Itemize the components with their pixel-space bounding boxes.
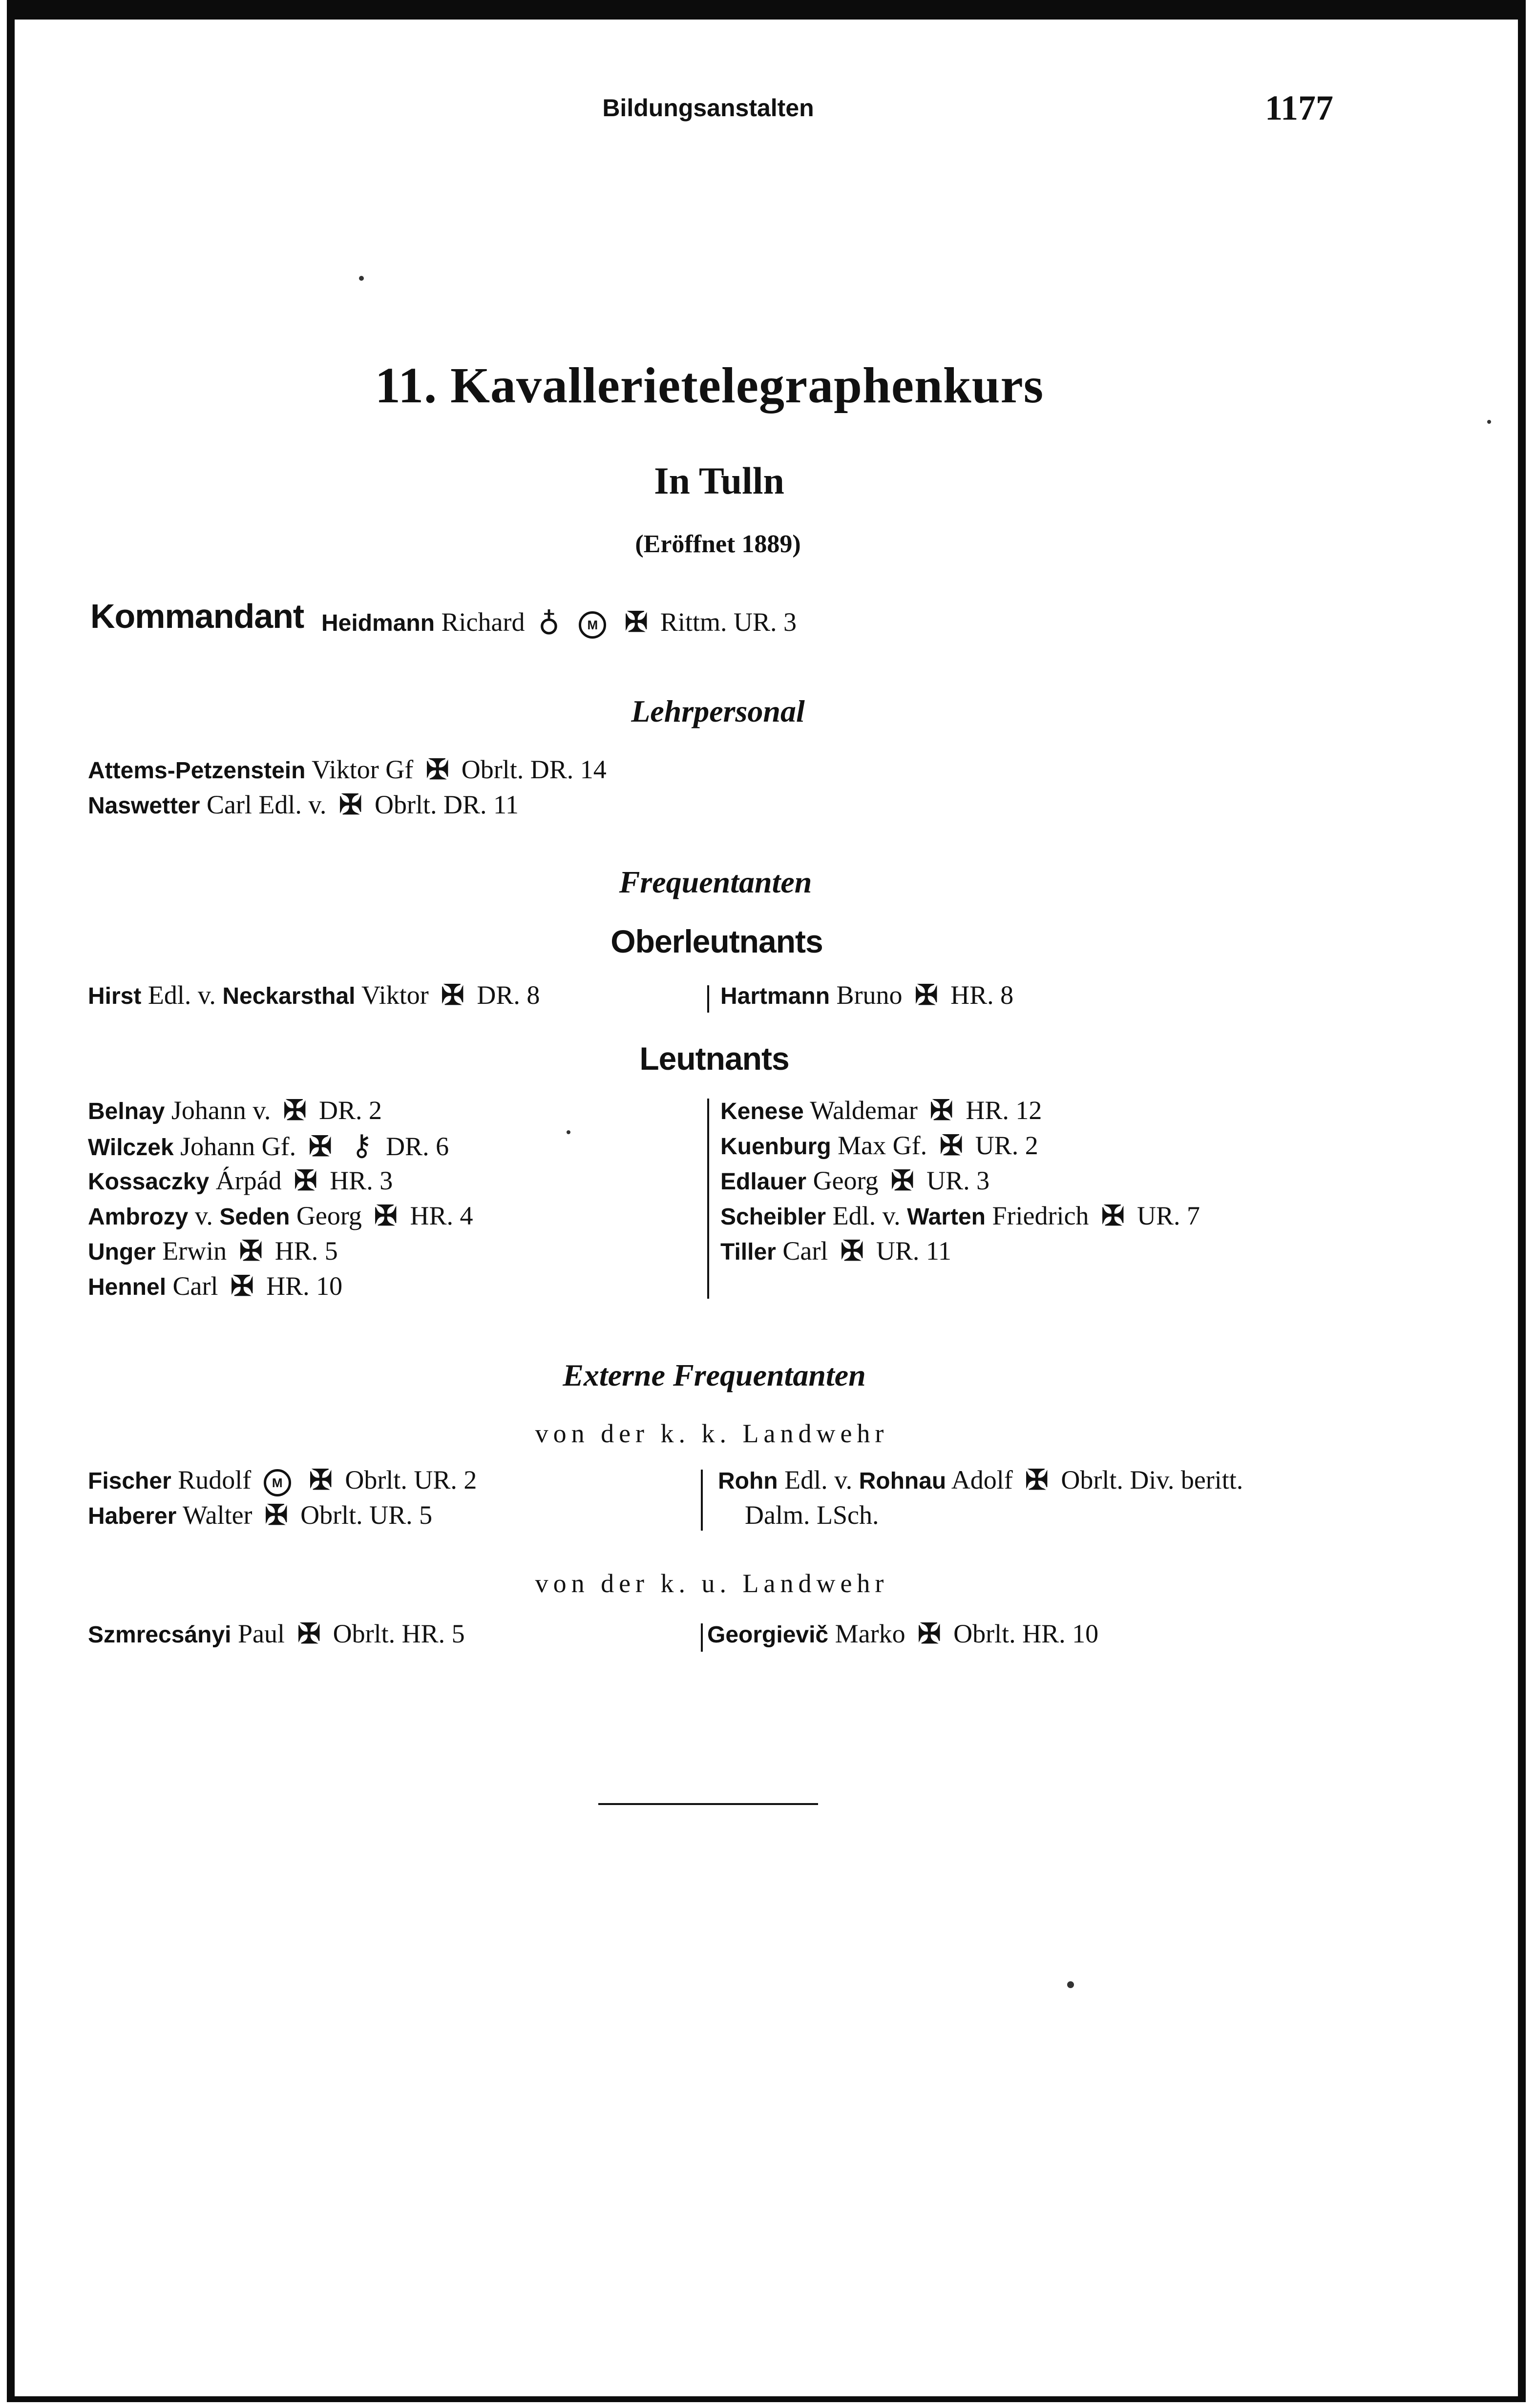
entry-surname: Kossaczky [88, 1169, 210, 1195]
entry-given: Carl Edl. v. [206, 790, 327, 819]
list-item [718, 1462, 1243, 1499]
entry-rank: UR. 2 [975, 1131, 1038, 1160]
entry-surname: Belnay [88, 1099, 165, 1124]
scan-speck [359, 276, 364, 281]
entry-surname: Fischer [88, 1468, 171, 1494]
entry-given: Edl. v. [832, 1201, 901, 1230]
entry-surname: Hennel [88, 1274, 167, 1300]
cross-icon: ✠ [890, 1166, 914, 1197]
oberleutnants-heading: Oberleutnants [610, 923, 823, 959]
entry-rank: Obrlt. UR. 5 [300, 1500, 433, 1530]
end-rule [598, 1803, 818, 1805]
entry-rank: HR. 5 [274, 1236, 338, 1266]
list-item [88, 1233, 338, 1270]
ring-m-icon: M [579, 611, 606, 639]
leutnants-heading: Leutnants [639, 1040, 789, 1077]
entry-rank: DR. 6 [386, 1132, 449, 1161]
scan-speck [1067, 1981, 1074, 1988]
cross-icon: ✠ [264, 1500, 288, 1531]
entry-given: Adolf [951, 1465, 1013, 1495]
entry-given: Carl [172, 1271, 218, 1301]
entry-given: Johann Gf. [180, 1132, 296, 1161]
entry-surname: Hartmann [720, 983, 830, 1009]
entry-rank: Obrlt. DR. 11 [374, 790, 519, 819]
list-item [88, 1497, 432, 1534]
entry-rank: UR. 3 [926, 1166, 990, 1195]
entry-rank: UR. 11 [876, 1236, 951, 1266]
entry-rank: Obrlt. Div. beritt. [1061, 1465, 1243, 1495]
entry-given: Viktor Gf [311, 755, 414, 784]
entry-surname: Seden [219, 1204, 290, 1230]
cross-icon: ✠ [239, 1236, 263, 1267]
cross-icon: ✠ [840, 1236, 864, 1267]
entry-rank: UR. 7 [1137, 1201, 1200, 1230]
cross-icon: ✠ [338, 790, 362, 821]
column-divider [707, 1099, 709, 1299]
entry-surname: Rohnau [859, 1468, 947, 1494]
entry-given: Erwin [162, 1236, 227, 1266]
entry-surname: Neckarsthal [222, 983, 356, 1009]
commander-label: Kommandant [90, 597, 304, 635]
list-item [720, 1093, 1042, 1129]
scan-speck [567, 1130, 570, 1134]
section-location: In Tulln [654, 459, 784, 502]
list-item [720, 1198, 1200, 1235]
section-title: 11. Kavallerietelegraphenkurs [375, 357, 1044, 414]
list-item [720, 1128, 1038, 1164]
column-divider [701, 1623, 703, 1652]
entry-given: Johann v. [171, 1096, 271, 1125]
ring-m-icon: M [264, 1469, 291, 1496]
list-item [88, 1163, 393, 1200]
entry-surname: Attems-Petzenstein [88, 758, 306, 784]
cross-icon: ✠ [309, 1465, 333, 1496]
commander-entry [321, 603, 797, 641]
entry-given: Waldemar [810, 1096, 918, 1125]
cross-icon: ✠ [374, 1201, 398, 1232]
cross-icon: ✠ [425, 755, 449, 786]
cross-icon: ✠ [441, 980, 465, 1011]
key-icon: ⚷ [351, 1129, 373, 1162]
list-item [88, 1268, 342, 1305]
entry-surname: Haberer [88, 1503, 177, 1529]
list-item [88, 752, 607, 789]
entry-given: Georg [813, 1166, 879, 1195]
entry-rank: Obrlt. DR. 14 [461, 755, 607, 784]
entry-given: Edl. v. [784, 1465, 853, 1495]
commander-given: Richard [441, 607, 525, 637]
entry-surname: Kuenburg [720, 1134, 831, 1160]
list-item [88, 1128, 449, 1165]
founded-note: (Eröffnet 1889) [635, 530, 801, 558]
entry-given: Viktor [361, 980, 429, 1010]
entry-given: v. [194, 1201, 213, 1230]
entry-given: Bruno [836, 980, 903, 1010]
entry-given: Árpád [215, 1166, 282, 1195]
cross-icon: ✠ [624, 607, 648, 638]
entry-surname: Ambrozy [88, 1204, 189, 1230]
entry-surname: Warten [907, 1204, 986, 1230]
entry-rank: HR. 8 [950, 980, 1014, 1010]
entry-rank: DR. 2 [318, 1096, 382, 1125]
cross-icon: ✠ [1025, 1465, 1049, 1496]
list-item [88, 977, 540, 1014]
cross-icon: ✠ [294, 1166, 317, 1197]
entry-surname: Naswetter [88, 793, 200, 819]
cross-icon: ✠ [930, 1096, 954, 1126]
running-head: Bildungsanstalten [602, 94, 814, 122]
cross-icon: ✠ [297, 1619, 321, 1650]
cross-icon: ✠ [914, 980, 938, 1011]
list-item [88, 1616, 465, 1653]
list-item [88, 1462, 477, 1499]
entry-rank: Obrlt. UR. 2 [345, 1465, 477, 1495]
medal-icon: ♁ [538, 605, 560, 637]
entry-given: Paul [238, 1619, 285, 1648]
kk-landwehr-heading: von der k. k. Landwehr [535, 1419, 889, 1448]
entry-surname: Scheibler [720, 1204, 826, 1230]
cross-icon: ✠ [308, 1132, 332, 1162]
external-heading: Externe Frequentanten [563, 1358, 866, 1392]
students-heading: Frequentanten [619, 865, 812, 899]
scan-speck [1487, 420, 1491, 424]
entry-given: Max Gf. [838, 1131, 927, 1160]
cross-icon: ✠ [939, 1131, 963, 1162]
entry-rank: DR. 8 [477, 980, 540, 1010]
column-divider [701, 1470, 703, 1531]
list-item [720, 1233, 951, 1270]
list-item [707, 1616, 1098, 1653]
entry-given: Georg [296, 1201, 362, 1230]
entry-given: Marko [835, 1619, 905, 1648]
commander-rank: Rittm. UR. 3 [660, 607, 797, 637]
list-item [720, 1163, 989, 1200]
entry-surname: Tiller [720, 1239, 776, 1265]
entry-given: Carl [782, 1236, 828, 1266]
list-item [720, 977, 1013, 1014]
cross-icon: ✠ [917, 1619, 941, 1650]
list-item-continuation: Dalm. LSch. [745, 1500, 879, 1530]
column-divider [707, 985, 709, 1013]
entry-surname: Rohn [718, 1468, 778, 1494]
entry-surname: Unger [88, 1239, 156, 1265]
entry-given: Walter [182, 1500, 252, 1530]
ku-landwehr-heading: von der k. u. Landwehr [535, 1569, 889, 1598]
list-item [88, 787, 519, 824]
entry-surname: Szmrecsányi [88, 1622, 231, 1648]
teaching-staff-heading: Lehrpersonal [631, 694, 805, 728]
cross-icon: ✠ [1101, 1201, 1125, 1232]
entry-rank: HR. 12 [966, 1096, 1042, 1125]
entry-rank: HR. 4 [410, 1201, 473, 1230]
entry-surname: Wilczek [88, 1135, 174, 1161]
list-item [88, 1093, 382, 1129]
entry-rank: HR. 10 [266, 1271, 343, 1301]
entry-rank: HR. 3 [330, 1166, 393, 1195]
entry-surname: Hirst [88, 983, 142, 1009]
entry-surname: Georgievič [707, 1622, 829, 1648]
entry-surname: Edlauer [720, 1169, 807, 1195]
cross-icon: ✠ [230, 1271, 254, 1302]
entry-given: Edl. v. [147, 980, 216, 1010]
commander-surname: Heidmann [321, 610, 435, 636]
entry-surname: Kenese [720, 1099, 804, 1124]
cross-icon: ✠ [283, 1096, 307, 1126]
page-number: 1177 [1265, 88, 1334, 127]
entry-given: Friedrich [992, 1201, 1089, 1230]
entry-rank: Obrlt. HR. 10 [953, 1619, 1099, 1648]
entry-given: Rudolf [178, 1465, 252, 1495]
entry-rank: Obrlt. HR. 5 [333, 1619, 465, 1648]
list-item [88, 1198, 473, 1235]
